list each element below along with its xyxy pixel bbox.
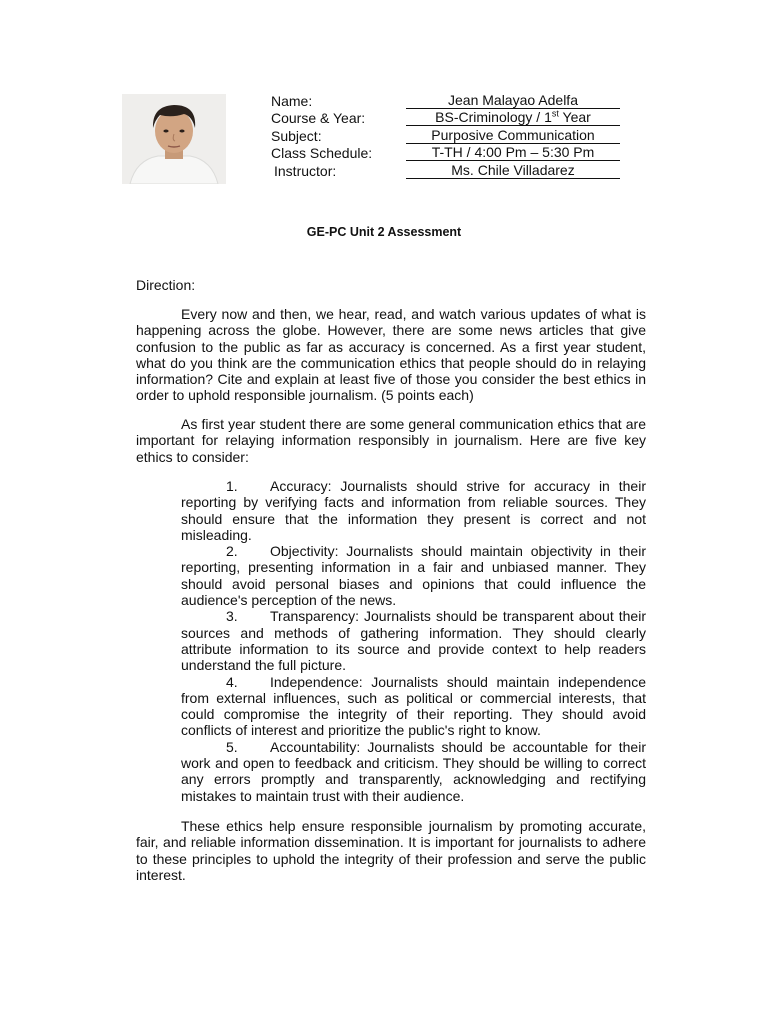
list-item-number: 4. (226, 673, 238, 690)
ethics-list (181, 478, 646, 804)
list-item-number: 2. (226, 543, 238, 560)
list-item (181, 478, 646, 543)
list-item-number: 3. (226, 608, 238, 625)
info-row-schedule (271, 145, 620, 162)
list-item-text: Transparency: Journalists should be transparent about their sources and methods of gathering information. They should clearly attribute information to its source and provide context to help readers understand the full picture. (181, 608, 646, 674)
schedule-value: T-TH / 4:00 Pm – 5:30 Pm (406, 145, 620, 161)
document-title: GE-PC Unit 2 Assessment (306, 225, 462, 239)
instructor-value: Ms. Chile Villadarez (406, 163, 620, 179)
direction-paragraph: Every now and then, we hear, read, and watch various updates of what is happening across the globe. However, there are some news articles that give confusion to the public as far as accuracy is concerned. As a first year student, what do you think are the communication ethics that people should do in relaying information? Cite and explain at least five of those you consider the best ethics in order to uphold responsible journalism. (5 points each) (136, 306, 646, 404)
instructor-label: Instructor: (274, 162, 337, 179)
list-item (181, 674, 646, 739)
conclusion-paragraph: These ethics help ensure responsible journalism by promoting accurate, fair, and reliable information dissemination. It is important for journalists to adhere to these principles to uphold the integrity of their profession and serve the public interest. (136, 818, 646, 883)
list-item-text: Independence: Journalists should maintain independence from external influences, such as political or commercial interests, that could compromise the integrity of their reporting. They should avoid conflicts of interest and prioritize the public's right to know. (181, 673, 646, 739)
name-value: Jean Malayao Adelfa (406, 93, 620, 109)
course-value-main: BS-Criminology / 1 (435, 109, 552, 126)
subject-label: Subject: (271, 127, 322, 144)
student-portrait-image (122, 94, 226, 184)
name-label: Name: (271, 93, 313, 109)
info-row-subject (271, 128, 620, 145)
list-item (181, 543, 646, 608)
intro-paragraph: As first year student there are some general communication ethics that are important for relaying information responsibly in journalism. Here are five key ethics to consider: (136, 416, 646, 465)
info-row-course (271, 110, 620, 127)
course-value (406, 110, 620, 126)
course-value-end: Year (558, 109, 591, 126)
list-item (181, 739, 646, 804)
list-item-text: Objectivity: Journalists should maintain objectivity in their reporting, presenting information in a fair and unbiased manner. They should avoid personal biases and opinions that could influence the audience's perception of the news. (181, 543, 646, 609)
info-row-instructor (271, 163, 620, 180)
course-value-sup: st (551, 108, 559, 119)
info-row-name (271, 93, 620, 110)
list-item-text: Accountability: Journalists should be accountable for their work and open to feedback and criticism. They should be willing to correct any errors promptly and transparently, acknowledging and rectifying mistakes to maintain trust with their audience. (181, 738, 646, 804)
list-item (181, 608, 646, 673)
list-item-text: Accuracy: Journalists should strive for accuracy in their reporting by verifying facts and information from reliable sources. They should ensure that the information they present is correct and not misleading. (181, 478, 646, 543)
student-info (271, 93, 620, 180)
course-label: Course & Year: (271, 110, 366, 127)
student-photo (122, 94, 226, 184)
direction-label: Direction: (136, 277, 196, 293)
list-item-number: 5. (226, 738, 238, 755)
subject-value: Purposive Communication (406, 128, 620, 144)
list-item-number: 1. (226, 478, 238, 494)
schedule-label: Class Schedule: (271, 145, 373, 162)
